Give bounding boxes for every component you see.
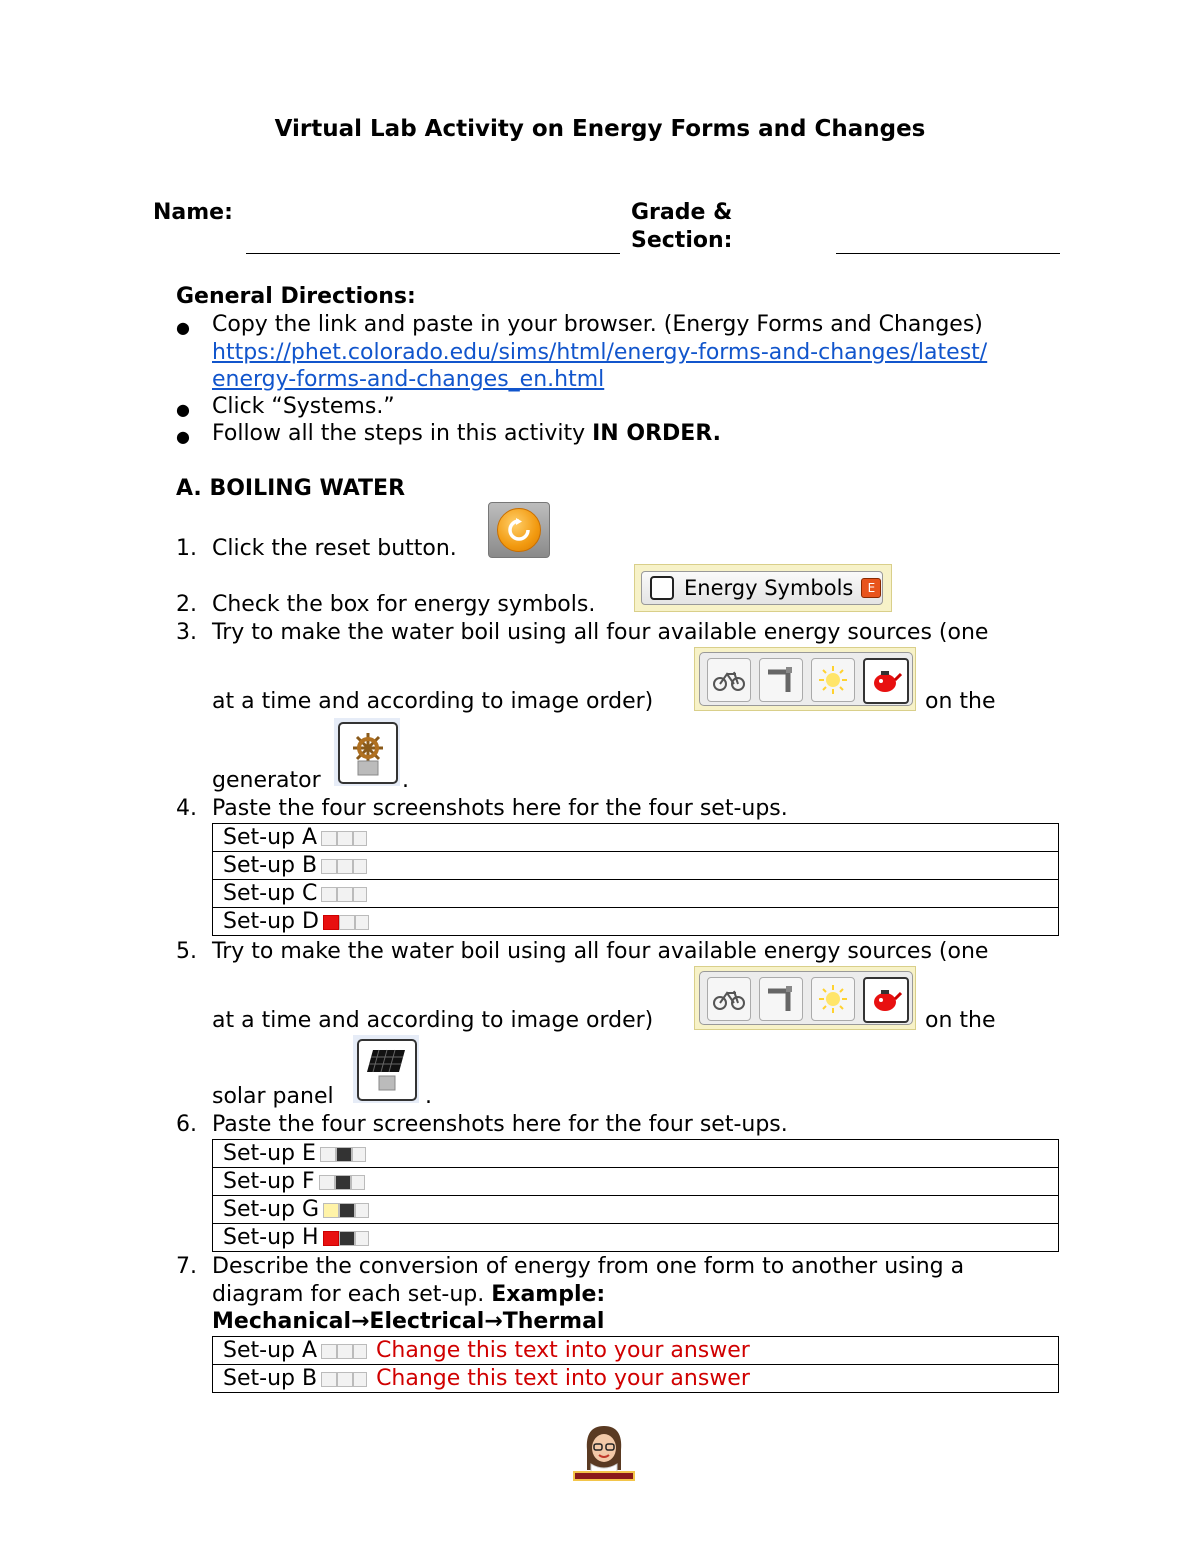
bicycle-icon [707,977,751,1021]
bullet-icon: ● [176,400,190,419]
step1-text: Click the reset button. [212,536,457,561]
solar-panel-image [353,1035,419,1103]
table-row[interactable] [213,1196,1059,1224]
step7-text-line1: Describe the conversion of energy from one form to another using a [212,1254,965,1279]
setup-thumbnail-icon [321,1371,369,1387]
solar-panel-icon [357,1039,417,1101]
table-row[interactable] [213,852,1059,880]
table-row[interactable] [213,908,1059,936]
setup-label: Set-up C [223,880,318,906]
step5-text-line1: Try to make the water boil using all four available energy sources (one [212,939,989,964]
period: . [402,768,409,793]
direction-click-systems: Click “Systems.” [212,394,395,419]
setup-label: Set-up E [223,1140,316,1166]
step3-text-line2: at a time and according to image order) [212,689,654,714]
grade-label: Grade & [631,200,733,225]
sun-icon [811,977,855,1021]
step-number: 6. [176,1112,197,1137]
step-number: 2. [176,592,197,617]
energy-symbols-label: Energy Symbols [684,576,854,600]
step-number: 3. [176,620,197,645]
setup-table-generator [212,823,1059,936]
setup-thumbnail-icon [321,1343,369,1359]
sun-icon [811,658,855,702]
step5-text-line2: at a time and according to image order) [212,1008,654,1033]
teapot-icon [863,977,909,1023]
faucet-icon [759,658,803,702]
setup-label: Set-up B [223,1365,318,1391]
step3-text-line3: generator [212,768,321,793]
step7-example: Mechanical→Electrical→Thermal [212,1309,605,1334]
faucet-icon [759,977,803,1021]
setup-thumbnail-icon [323,914,371,930]
energy-e-icon: E [861,578,881,598]
section-label: Section: [631,228,733,253]
step7-text-line2: diagram for each set-up. Example: [212,1282,606,1307]
bullet-icon: ● [176,427,190,446]
step2-text: Check the box for energy symbols. [212,592,596,617]
setup-label: Set-up A [223,1337,318,1363]
setup-thumbnail-icon [323,1202,371,1218]
table-row[interactable] [213,1337,1059,1365]
setup-thumbnail-icon [321,858,369,874]
setup-table-solar [212,1139,1059,1252]
step5-text-line3: solar panel [212,1084,334,1109]
table-row[interactable] [213,1140,1059,1168]
grade-section-field-line[interactable] [836,253,1060,254]
step-number: 4. [176,796,197,821]
energy-sources-image [694,647,916,711]
generator-image [334,718,400,786]
step-number: 5. [176,939,197,964]
name-label: Name: [153,200,233,225]
reset-button-image [488,502,550,558]
table-row[interactable] [213,1365,1059,1393]
setup-label: Set-up H [223,1224,319,1250]
energy-symbols-image [634,564,892,612]
page-title: Virtual Lab Activity on Energy Forms and Changes [274,116,926,142]
bicycle-icon [707,658,751,702]
setup-thumbnail-icon [323,1230,371,1246]
period: . [425,1084,432,1109]
setup-label: Set-up D [223,908,319,934]
checkbox-icon [650,576,674,600]
direction-follow-steps: Follow all the steps in this activity IN ORDER. [212,421,722,446]
generator-icon [338,722,398,784]
teapot-icon [863,658,909,704]
setup-thumbnail-icon [319,1174,367,1190]
on-the-text: on the [925,689,996,714]
step-number: 1. [176,536,197,561]
setup-label: Set-up F [223,1168,315,1194]
table-row[interactable] [213,1168,1059,1196]
bullet-icon: ● [176,318,190,337]
phet-link-part1[interactable]: https://phet.colorado.edu/sims/html/energy-forms-and-changes/latest/ [212,340,988,365]
energy-sources-image [694,966,916,1030]
setup-thumbnail-icon [321,886,369,902]
step3-text-line1: Try to make the water boil using all four available energy sources (one [212,620,989,645]
author-avatar-icon [573,1420,635,1482]
answer-text[interactable]: Change this text into your answer [376,1337,750,1363]
directions-heading: General Directions: [176,284,416,309]
setup-thumbnail-icon [321,830,369,846]
setup-label: Set-up A [223,824,318,850]
phet-link-part2[interactable]: energy-forms-and-changes_en.html [212,367,605,392]
direction-copy-link: Copy the link and paste in your browser. (Energy Forms and Changes) [212,312,983,337]
step6-text: Paste the four screenshots here for the four set-ups. [212,1112,788,1137]
table-row[interactable] [213,1224,1059,1252]
table-row[interactable] [213,880,1059,908]
table-row[interactable] [213,824,1059,852]
answer-text[interactable]: Change this text into your answer [376,1365,750,1391]
setup-label: Set-up B [223,852,318,878]
step-number: 7. [176,1254,197,1279]
reset-icon [497,508,541,552]
on-the-text: on the [925,1008,996,1033]
name-field-line[interactable] [246,253,620,254]
step4-text: Paste the four screenshots here for the four set-ups. [212,796,788,821]
section-a-heading: A. BOILING WATER [176,476,406,501]
setup-thumbnail-icon [320,1146,368,1162]
answer-table [212,1336,1059,1393]
setup-label: Set-up G [223,1196,320,1222]
